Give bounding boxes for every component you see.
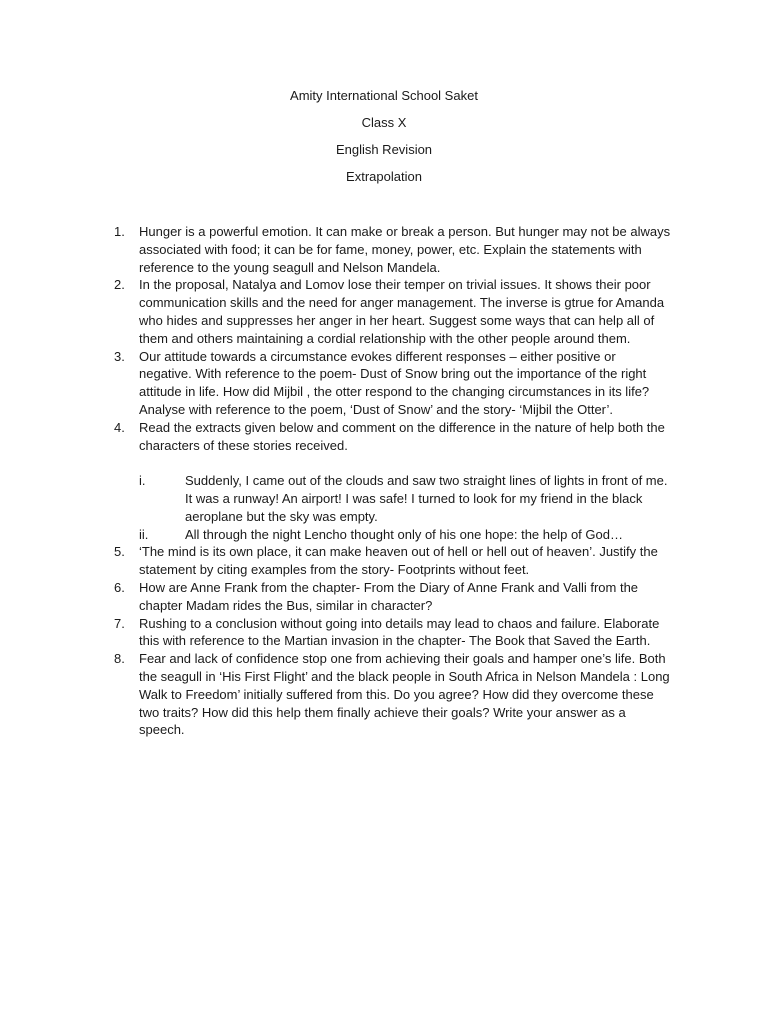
extract-text: Suddenly, I came out of the clouds and saw two straight lines of lights in front of me. It was a runway! An airport! I was safe! I turned to look for my friend in the black aeroplane but the sky was empty. — [185, 473, 668, 524]
question-item — [112, 419, 672, 544]
question-item — [112, 650, 672, 739]
extract-list — [139, 472, 672, 543]
question-text: How are Anne Frank from the chapter- From the Diary of Anne Frank and Valli from the chapter Madam rides the Bus, similar in character? — [139, 579, 639, 613]
question-number: 2. — [114, 277, 125, 293]
question-item — [112, 348, 672, 419]
question-item — [112, 223, 672, 276]
extract-item — [139, 472, 672, 525]
question-item — [112, 579, 672, 615]
subject-title: English Revision — [335, 142, 433, 157]
question-text: ‘The mind is its own place, it can make heaven out of hell or hell out of heaven’. Justify the statement by citing examples from the story- Footprints without feet. — [139, 544, 658, 578]
class-label: Class X — [361, 115, 407, 130]
school-name: Amity International School Saket — [290, 88, 478, 103]
topic-title: Extrapolation — [346, 169, 422, 184]
extract-item — [139, 526, 672, 544]
extract-text: All through the night Lencho thought only of his one hope: the help of God… — [185, 526, 623, 542]
question-item — [112, 615, 672, 651]
question-number: 4. — [114, 419, 125, 435]
document-header — [0, 86, 768, 194]
question-text: Our attitude towards a circumstance evokes different responses – either positive or negative. With reference to the poem- Dust of Snow bring out the importance of the right attitude in life. How did Mijbil , the otter respond to the changing circumstances in its life? Analyse with reference to the poem, ‘Dust of Snow’ and the story- ‘Mijbil the Otter’. — [139, 348, 650, 417]
extract-number: ii. — [139, 526, 149, 542]
question-number: 7. — [114, 615, 125, 631]
question-number: 5. — [114, 544, 125, 560]
question-item — [112, 276, 672, 347]
question-item — [112, 543, 672, 579]
question-list — [112, 223, 672, 739]
question-number: 8. — [114, 651, 125, 667]
question-text: Hunger is a powerful emotion. It can make or break a person. But hunger may not be always associated with food; it can be for fame, money, power, etc. Explain the statements with reference to the young seagull and Nelson Mandela. — [139, 224, 671, 275]
question-text: Rushing to a conclusion without going into details may lead to chaos and failure. Elaborate this with reference to the Martian invasion in the chapter- The Book that Saved the Earth. — [139, 615, 660, 649]
question-text: Fear and lack of confidence stop one from achieving their goals and hamper one’s life. Both the seagull in ‘His First Flight’ and the black people in South Africa in Nelson Mandela : Long Walk to Freedom’ initially suffered from this. Do you agree? How did they overcome these two traits? How did this help them finally achieve their goals? Write your answer as a speech. — [139, 651, 670, 738]
question-text: Read the extracts given below and comment on the difference in the nature of help both the characters of these stories received. — [139, 419, 665, 453]
question-number: 3. — [114, 348, 125, 364]
extract-number: i. — [139, 473, 146, 489]
question-text: In the proposal, Natalya and Lomov lose their temper on trivial issues. It shows their poor communication skills and the need for anger management. The inverse is gtrue for Amanda who hides and suppresses her anger in her heart. Suggest some ways that can help all of them and others maintaining a cordial relationship with the other people around them. — [139, 277, 665, 346]
question-number: 1. — [114, 224, 125, 239]
question-number: 6. — [114, 579, 125, 595]
